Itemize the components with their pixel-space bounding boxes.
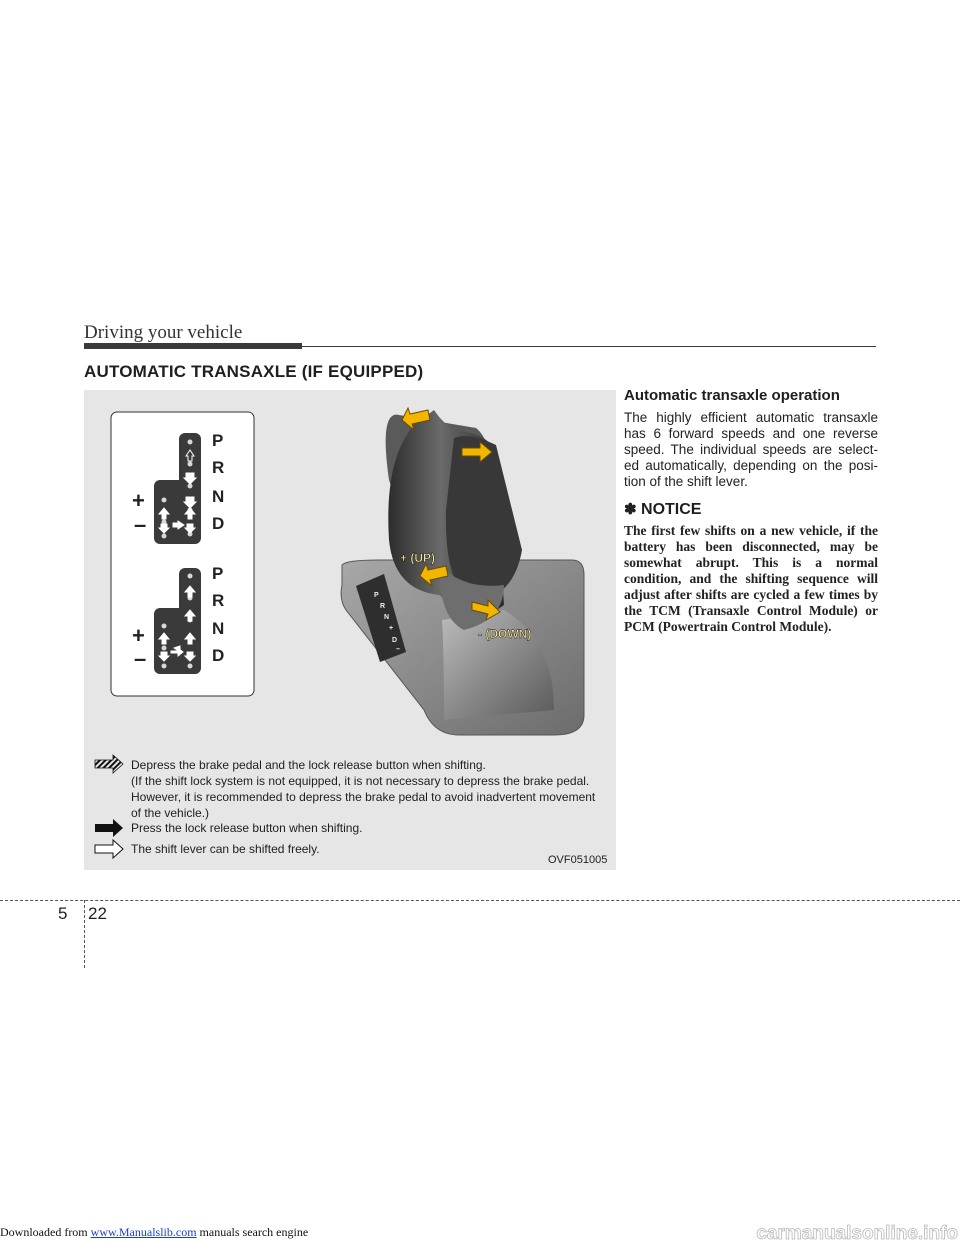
gate-letter-d: D bbox=[212, 514, 225, 533]
gate-letter-p: P bbox=[212, 564, 224, 583]
page-divider bbox=[0, 900, 960, 901]
gate-minus-bottom: – bbox=[134, 646, 147, 671]
legend-line: Depress the brake pedal and the lock release button when shifting. bbox=[131, 758, 486, 772]
download-footer bbox=[0, 1225, 308, 1240]
figure-code: OVF051005 bbox=[548, 854, 608, 866]
legend-shift-freely: The shift lever can be shifted freely. bbox=[131, 842, 320, 856]
gate-plus-top: + bbox=[132, 488, 145, 513]
legend-brake-lock bbox=[131, 757, 611, 821]
gate-minus-top: – bbox=[134, 512, 147, 537]
section-title: Driving your vehicle bbox=[84, 322, 243, 343]
gate-letter-n: N bbox=[212, 487, 225, 506]
footer-prefix: Downloaded from bbox=[0, 1225, 91, 1239]
svg-text:+: + bbox=[389, 625, 394, 632]
gate-letter-p: P bbox=[212, 431, 224, 450]
notice-heading bbox=[624, 500, 878, 519]
gate-letter-n: N bbox=[212, 619, 225, 638]
title-bar bbox=[84, 343, 302, 349]
down-label: - (DOWN) bbox=[478, 627, 532, 641]
page-number: 22 bbox=[88, 904, 107, 923]
hatched-arrow-icon bbox=[95, 755, 123, 773]
title-rule bbox=[302, 346, 876, 347]
body-text: The highly efficient automatic transaxle has 6 forward speeds and one reverse speed. The individual speeds are select-ed automatically, depending on the posi-tion of the shift lever. bbox=[624, 410, 878, 489]
notice-text: The first few shifts on a new vehicle, if the battery has been disconnected, may be somewhat abrupt. This is a normal condition, and the shifting sequence will adjust after shifts are cycled a few times by the TCM (Transaxle Control Module) or PCM (Powertrain Control Module). bbox=[624, 523, 878, 634]
watermark bbox=[620, 1222, 960, 1242]
svg-text:carmanualsonline.info: carmanualsonline.info bbox=[756, 1223, 958, 1242]
svg-text:R: R bbox=[380, 603, 386, 610]
footer-suffix: manuals search engine bbox=[196, 1225, 309, 1239]
solid-arrow-icon bbox=[95, 819, 123, 837]
gate-plus-bottom: + bbox=[132, 623, 145, 648]
notice-label: NOTICE bbox=[641, 501, 702, 518]
gate-letter-d: D bbox=[212, 646, 225, 665]
gate-letter-r: R bbox=[212, 458, 225, 477]
svg-text:N: N bbox=[384, 614, 390, 621]
legend-line: of the vehicle.) bbox=[131, 806, 210, 820]
shift-lever-image bbox=[341, 408, 584, 735]
legend-line: However, it is recommended to depress the brake pedal to avoid inadvertent movement bbox=[131, 790, 596, 804]
up-label: + (UP) bbox=[400, 551, 436, 565]
svg-text:P: P bbox=[374, 592, 379, 599]
legend-lock-release: Press the lock release button when shifting. bbox=[131, 821, 363, 835]
svg-text:–: – bbox=[396, 646, 400, 653]
page-divider-vertical bbox=[84, 900, 85, 968]
gate-letter-r: R bbox=[212, 591, 225, 610]
svg-text:D: D bbox=[392, 637, 398, 644]
sub-heading: Automatic transaxle operation bbox=[624, 387, 840, 404]
outline-arrow-icon bbox=[95, 840, 123, 858]
page-section-number: 5 bbox=[58, 904, 68, 923]
legend-line: (If the shift lock system is not equipped, it is not necessary to depress the brake pedal. bbox=[131, 774, 590, 788]
notice-star-icon: ✽ bbox=[624, 501, 637, 518]
page-heading: AUTOMATIC TRANSAXLE (IF EQUIPPED) bbox=[84, 362, 424, 381]
manualslib-link[interactable]: www.Manualslib.com bbox=[90, 1225, 197, 1239]
gate-pattern-panel bbox=[111, 412, 254, 696]
